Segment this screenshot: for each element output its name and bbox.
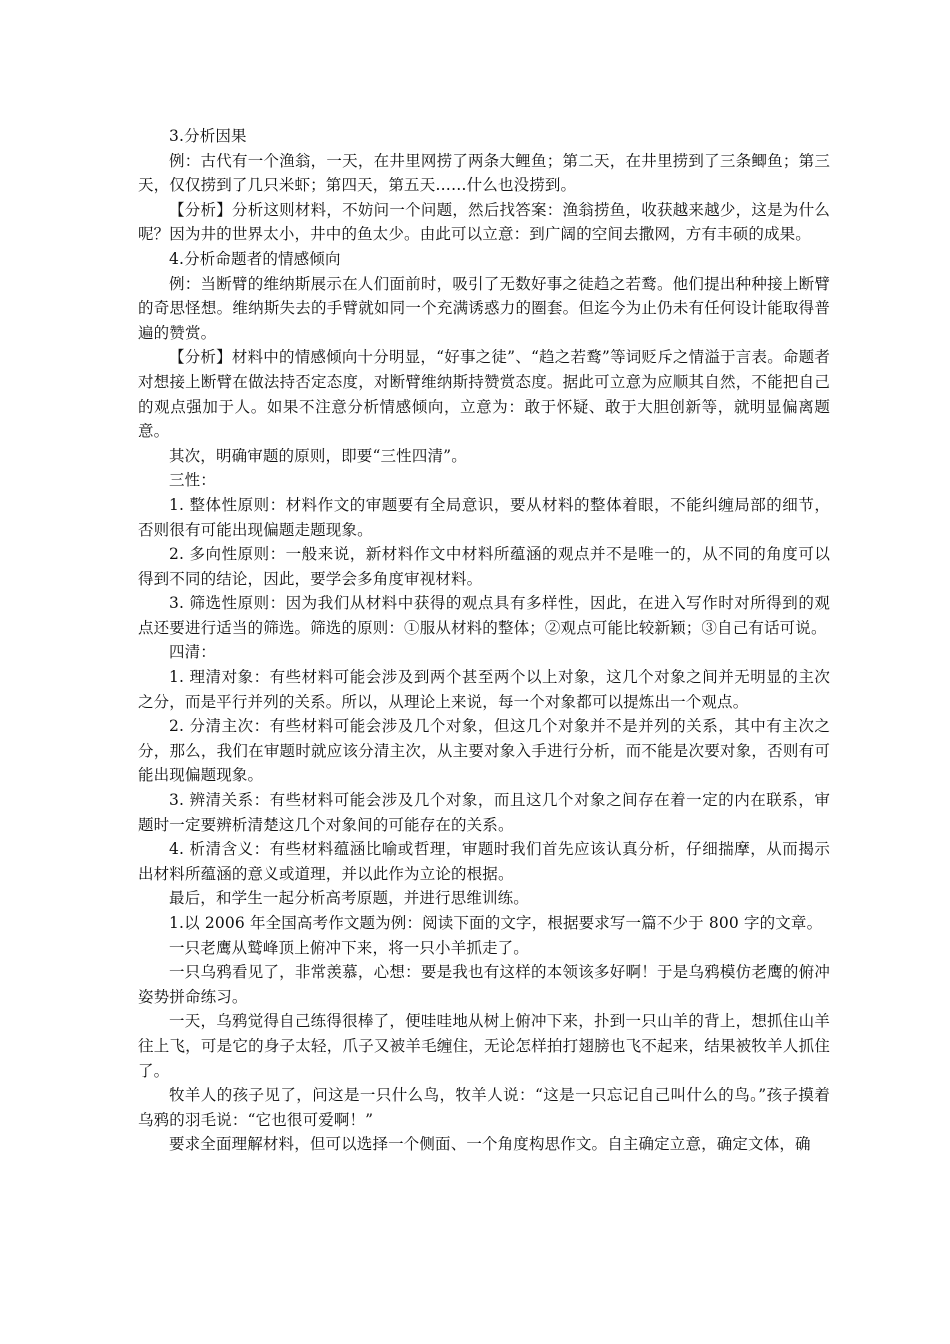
paragraph: 1.以 2006 年全国高考作文题为例：阅读下面的文字，根据要求写一篇不少于 800 字的文章。 xyxy=(169,914,823,932)
paragraph: 2. 分清主次：有些材料可能会涉及几个对象，但这几个对象并不是并列的关系，其中有主次之分，那么，我们在审题时就应该分清主次，从主要对象入手进行分析，而不能是次要对象，否则有可能出现偏题现象。 xyxy=(138,717,830,785)
paragraph: 3. 筛选性原则：因为我们从材料中获得的观点具有多样性，因此，在进入写作时对所得到的观点还要进行适当的筛选。筛选的原则：①服从材料的整体；②观点可能比较新颖；③自己有话可说。 xyxy=(138,594,830,637)
heading-analyze-emotion: 4.分析命题者的情感倾向 xyxy=(169,249,341,268)
paragraph: 牧羊人的孩子见了，问这是一只什么鸟，牧羊人说：“这是一只忘记自己叫什么的鸟。”孩子摸着乌鸦的羽毛说：“它也很可爱啊！” xyxy=(138,1086,830,1129)
paragraph: 【分析】材料中的情感倾向十分明显，“好事之徒”、“趋之若鹜”等词贬斥之情溢于言表。命题者对想接上断臂在做法持否定态度，对断臂维纳斯持赞赏态度。据此可立意为应顺其自然，不能把自己的观点强加于人。如果不注意分析情感倾向，立意为：敢于怀疑、敢于大胆创新等，就明显偏离题意。 xyxy=(138,348,830,441)
paragraph: 最后，和学生一起分析高考原题，并进行思维训练。 xyxy=(169,889,529,908)
paragraph: 2. 多向性原则：一般来说，新材料作文中材料所蕴涵的观点并不是唯一的，从不同的角度可以得到不同的结论，因此，要学会多角度审视材料。 xyxy=(138,545,830,588)
heading-three-principles: 三性： xyxy=(169,471,216,490)
paragraph: 其次，明确审题的原则，即要“三性四清”。 xyxy=(169,446,467,465)
paragraph: 【分析】分析这则材料，不妨问一个问题，然后找答案：渔翁捞鱼，收获越来越少，这是为什么呢？因为井的世界太小，井中的鱼太少。由此可以立意：到广阔的空间去撒网，方有丰硕的成果。 xyxy=(138,200,830,244)
paragraph: 例：当断臂的维纳斯展示在人们面前时，吸引了无数好事之徒趋之若鹜。他们提出种种接上断臂的奇思怪想。维纳斯失去的手臂就如同一个充满诱惑力的圈套。但迄今为止仍未有任何设计能取得普遍的赞赏。 xyxy=(138,274,830,342)
paragraph: 一只老鹰从鹫峰顶上俯冲下来，将一只小羊抓走了。 xyxy=(169,938,529,957)
paragraph: 一只乌鸦看见了，非常羡慕，心想：要是我也有这样的本领该多好啊！于是乌鸦模仿老鹰的俯冲姿势拼命练习。 xyxy=(138,963,830,1006)
document-body xyxy=(138,124,830,1157)
paragraph: 3. 辨清关系：有些材料可能会涉及几个对象，而且这几个对象之间存在着一定的内在联系，审题时一定要辨析清楚这几个对象间的可能存在的关系。 xyxy=(138,791,830,834)
paragraph: 1. 整体性原则：材料作文的审题要有全局意识，要从材料的整体着眼，不能纠缠局部的细节，否则很有可能出现偏题走题现象。 xyxy=(138,495,830,539)
heading-four-clarities: 四清： xyxy=(169,643,216,662)
paragraph: 一天，乌鸦觉得自己练得很棒了，便哇哇地从树上俯冲下来，扑到一只山羊的背上，想抓住山羊往上飞，可是它的身子太轻，爪子又被羊毛缠住，无论怎样拍打翅膀也飞不起来，结果被牧羊人抓住了。 xyxy=(138,1012,830,1080)
paragraph: 1. 理清对象：有些材料可能会涉及到两个甚至两个以上对象，这几个对象之间并无明显的主次之分，而是平行并列的关系。所以，从理论上来说，每一个对象都可以提炼出一个观点。 xyxy=(138,668,830,711)
paragraph: 4. 析清含义：有些材料蕴涵比喻或哲理，审题时我们首先应该认真分析，仔细揣摩，从而揭示出材料所蕴涵的意义或道理，并以此作为立论的根据。 xyxy=(138,840,830,883)
paragraph: 要求全面理解材料，但可以选择一个侧面、一个角度构思作文。自主确定立意，确定文体，确 xyxy=(169,1135,811,1154)
heading-analyze-cause: 3.分析因果 xyxy=(169,127,247,145)
paragraph: 例：古代有一个渔翁，一天，在井里网捞了两条大鲤鱼；第二天，在井里捞到了三条鲫鱼；第三天，仅仅捞到了几只米虾；第四天，第五天……什么也没捞到。 xyxy=(138,151,830,195)
